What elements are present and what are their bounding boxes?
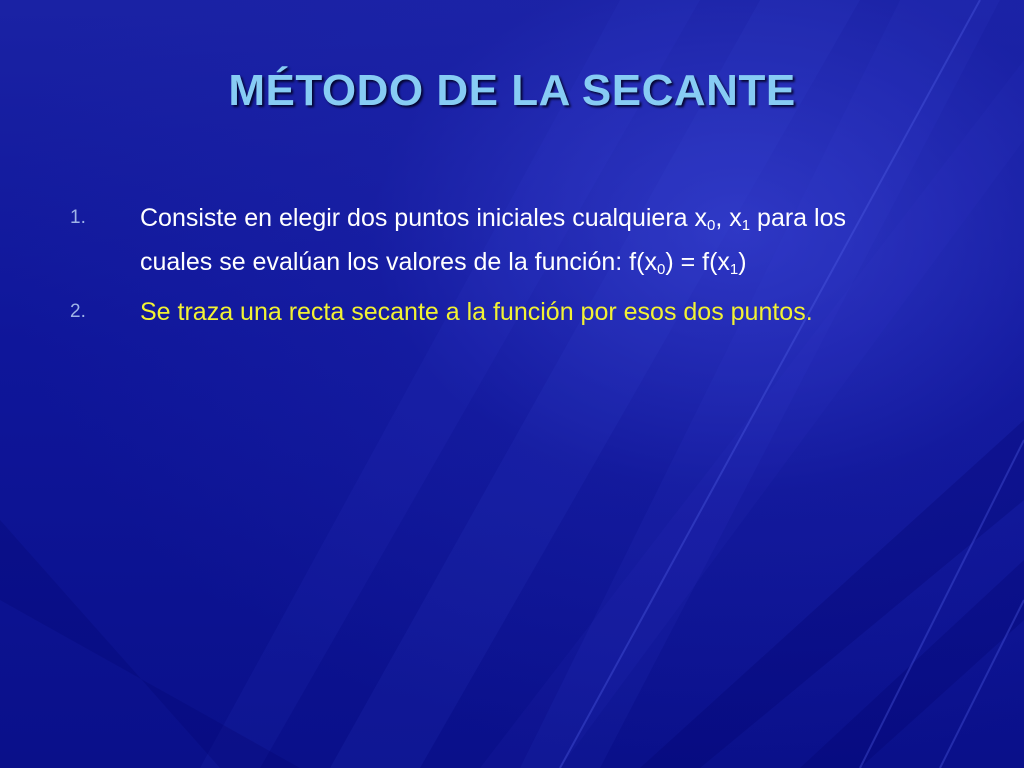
list-item-text: Se traza una recta secante a la función por esos dos puntos. xyxy=(140,298,813,326)
list-number: 1. xyxy=(70,207,86,228)
slide-title: MÉTODO DE LA SECANTE xyxy=(228,66,796,115)
list-item xyxy=(66,196,966,284)
list-item xyxy=(66,290,966,334)
numbered-list xyxy=(66,196,966,340)
list-number: 2. xyxy=(70,301,86,322)
list-item-line: Consiste en elegir dos puntos iniciales cualquiera $x_0$, $x_1$ para los xyxy=(140,204,846,234)
list-item-line: cuales se evalúan los valores de la función: $f(x_0) = f(x_1)$ xyxy=(140,248,747,278)
list-item-text xyxy=(140,196,966,284)
